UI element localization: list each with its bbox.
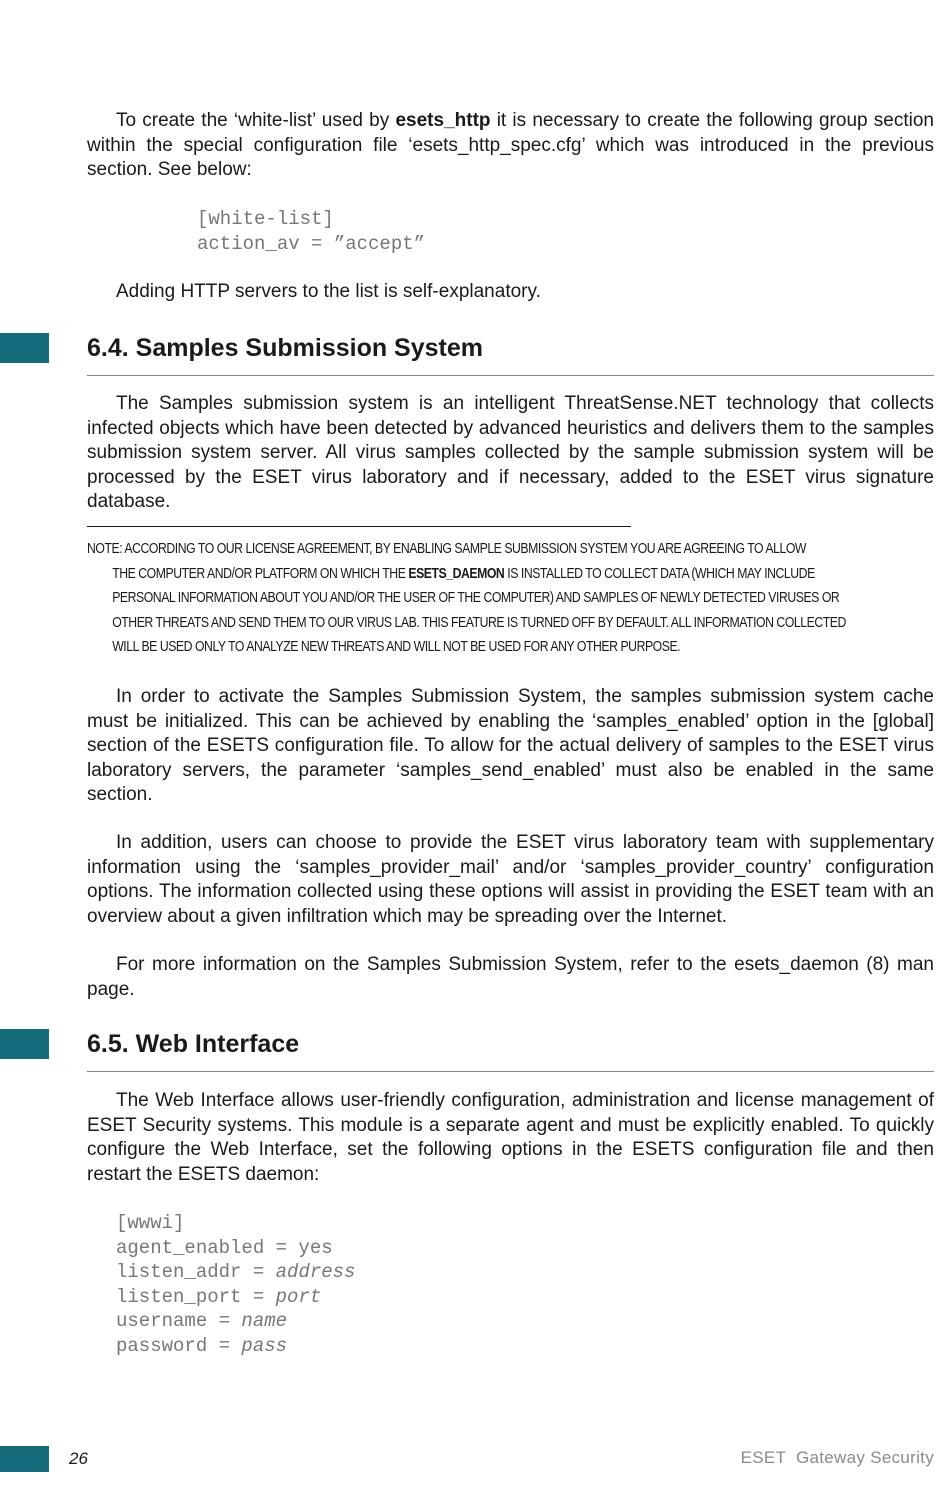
- note-line: [87, 562, 934, 587]
- web-interface-paragraph: The Web Interface allows user-friendly configuration, administration and license management of ESET Security systems. This module is a separate agent and must be explicitly enabled. To quickly configure the Web Interface, set the following options in the ESETS configuration file and then restart the ESETS daemon:: [87, 1090, 934, 1185]
- samples-paragraph-3: In addition, users can choose to provide the ESET virus laboratory team with supplementary information using the ‘samples_provider_mail’ and/or ‘samples_provider_country’ configuration options. The information collected using these options will assist in providing the ESET team with an overview about a given infiltration which may be spreading over the Internet.: [87, 832, 934, 927]
- note-divider: [87, 526, 631, 527]
- note-text: IS INSTALLED TO COLLECT DATA (WHICH MAY INCLUDE: [504, 565, 815, 582]
- whitelist-code-block: [197, 207, 425, 256]
- intro-paragraph: [87, 109, 934, 183]
- code-key: listen_addr =: [116, 1261, 276, 1283]
- code-line: [116, 1309, 355, 1334]
- section-marker-bar: [0, 333, 49, 363]
- section-heading-samples-submission: 6.4. Samples Submission System: [87, 334, 483, 362]
- wwwi-code-block: [116, 1211, 355, 1358]
- intro-text-start: To create the ‘white-list’ used by: [116, 110, 396, 131]
- samples-paragraph-4: For more information on the Samples Submission System, refer to the esets_daemon (8) man page.: [87, 954, 934, 1000]
- code-line: [white-list]: [197, 208, 334, 230]
- code-line: [wwwi]: [116, 1212, 185, 1234]
- section-heading-web-interface: 6.5. Web Interface: [87, 1030, 300, 1058]
- note-line: WILL BE USED ONLY TO ANALYZE NEW THREATS AND WILL NOT BE USED FOR ANY OTHER PURPOSE.: [112, 639, 681, 655]
- code-line: [116, 1285, 355, 1310]
- heading-divider: [87, 375, 934, 376]
- code-line: agent_enabled = yes: [116, 1236, 333, 1259]
- adding-servers-paragraph: Adding HTTP servers to the list is self-explanatory.: [116, 281, 541, 302]
- code-key: listen_port =: [116, 1285, 276, 1308]
- code-value: address: [275, 1261, 356, 1283]
- page-number: 26: [69, 1449, 88, 1468]
- code-line: [116, 1260, 355, 1285]
- heading-divider: [87, 1071, 934, 1072]
- note-line: NOTE: ACCORDING TO OUR LICENSE AGREEMENT, BY ENABLING SAMPLE SUBMISSION SYSTEM YOU ARE AGREEING TO ALLOW: [87, 541, 807, 557]
- footer-product-name: ESET Gateway Security: [740, 1448, 934, 1467]
- section-marker-bar: [0, 1029, 49, 1059]
- samples-paragraph-1: The Samples submission system is an intelligent ThreatSense.NET technology that collects infected objects which have been detected by advanced heuristics and delivers them to the samples submission system server. All virus samples collected by the sample submission system will be processed by the ESET virus laboratory and if necessary, added to the ESET virus signature database.: [87, 393, 934, 512]
- code-value: pass: [241, 1334, 288, 1357]
- note-line: OTHER THREATS AND SEND THEM TO OUR VIRUS LAB. THIS FEATURE IS TURNED OFF BY DEFAULT. ALL INFORMATION COLLECTED: [112, 614, 846, 631]
- note-text: THE COMPUTER AND/OR PLATFORM ON WHICH THE: [112, 565, 409, 582]
- note-line: PERSONAL INFORMATION ABOUT YOU AND/OR THE USER OF THE COMPUTER) AND SAMPLES OF NEWLY DETECTED VIRUSES OR: [112, 590, 840, 606]
- intro-text-end: it is necessary to create the following group section within the special configuration file ‘esets_http_spec.cfg’ which was introduced in the previous section. See below:: [87, 110, 934, 180]
- code-key: username =: [116, 1310, 242, 1332]
- code-line: action_av = ”accept”: [197, 232, 426, 255]
- code-key: password =: [116, 1334, 242, 1357]
- code-line: [116, 1334, 355, 1359]
- footer-marker-bar: [0, 1446, 49, 1472]
- intro-bold-term: esets_http: [395, 110, 491, 131]
- code-value: port: [275, 1285, 322, 1308]
- samples-paragraph-2: In order to activate the Samples Submission System, the samples submission system cache must be initialized. This can be achieved by enabling the ‘samples_enabled’ option in the [global] section of the ESETS configuration file. To allow for the actual delivery of samples to the ESET virus laboratory servers, the parameter ‘samples_send_enabled’ must also be enabled in the same section.: [87, 686, 934, 805]
- note-bold-term: ESETS_DAEMON: [408, 565, 505, 582]
- license-note: [87, 537, 934, 660]
- code-value: name: [241, 1310, 288, 1332]
